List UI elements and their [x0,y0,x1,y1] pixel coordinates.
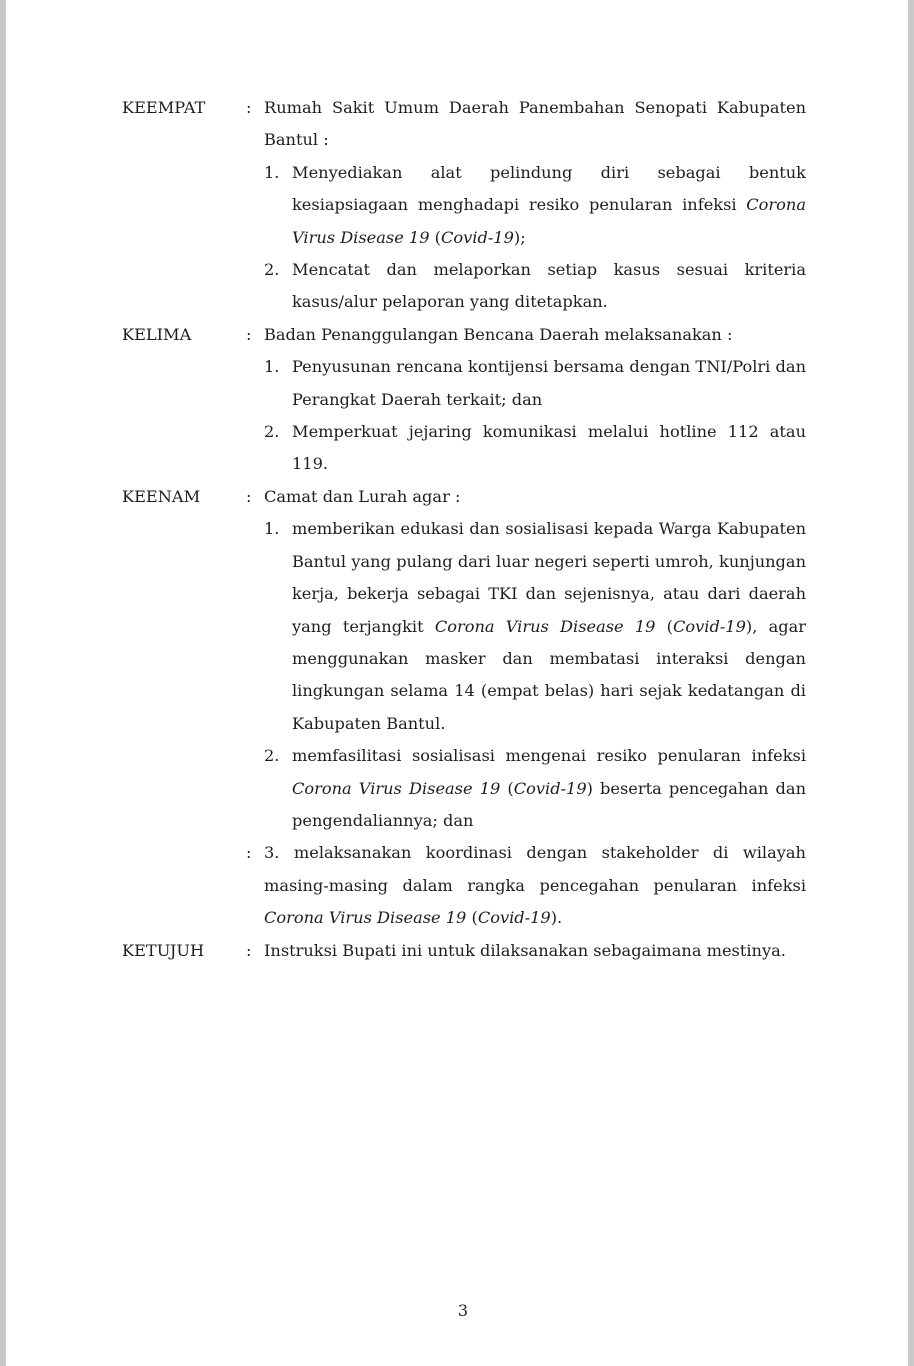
section-intro: Instruksi Bupati ini untuk dilaksanakan sebagaimana mestinya. [264,940,786,960]
section-colon: : [246,98,252,117]
section-intro: Rumah Sakit Umum Daerah Panembahan Senopati Kabupaten Bantul : [264,98,806,150]
list-item: 2. Mencatat dan melaporkan setiap kasus sesuai kriteria kasus/alur pelaporan yang ditetapkan. [264,260,806,312]
list-item: 2. memfasilitasi sosialisasi mengenai resiko penularan infeksi Corona Virus Disease 19 (Covid-19) beserta pencegahan dan pengendaliannya; dan [264,746,806,830]
section-label: KEEMPAT [122,98,206,117]
document-body [122,92,806,967]
section-intro: Camat dan Lurah agar : [264,486,461,506]
section-keenam [122,481,806,837]
section-ketujuh [122,935,806,967]
page-number: 3 [457,1301,469,1320]
section-keempat [122,92,806,319]
section-label: KEENAM [122,486,201,506]
list-item: 1. Menyediakan alat pelindung diri sebagai bentuk kesiapsiagaan menghadapi resiko penularan infeksi Corona Virus Disease 19 (Covid-19); [264,162,806,247]
section-colon: : [246,940,252,960]
list-item: 2. Memperkuat jejaring komunikasi melalui hotline 112 atau 119. [264,422,806,474]
section-keenam-item-3: : 3. melaksanakan koordinasi dengan stakeholder di wilayah masing-masing dalam rangka pencegahan penularan infeksi Corona Virus Disease 19 (Covid-19). [122,837,806,934]
document-page [6,0,908,1366]
section-label: KELIMA [122,324,192,344]
list-item: 1. Penyusunan rencana kontijensi bersama dengan TNI/Polri dan Perangkat Daerah terkait; dan [264,357,806,409]
section-kelima [122,319,806,481]
section-label: KETUJUH [122,940,205,960]
section-colon: : [246,324,252,344]
section-colon: : [246,486,252,506]
section-intro: Badan Penanggulangan Bencana Daerah melaksanakan : [264,324,733,344]
section-colon: : [246,843,252,863]
list-item: 1. memberikan edukasi dan sosialisasi kepada Warga Kabupaten Bantul yang pulang dari luar negeri seperti umroh, kunjungan kerja, bekerja sebagai TKI dan sejenisnya, atau dari daerah yang terjangkit Corona Virus Disease 19 (Covid-19), agar menggunakan masker dan membatasi interaksi dengan lingkungan selama 14 (empat belas) hari sejak kedatangan di Kabupaten Bantul. [264,519,807,733]
